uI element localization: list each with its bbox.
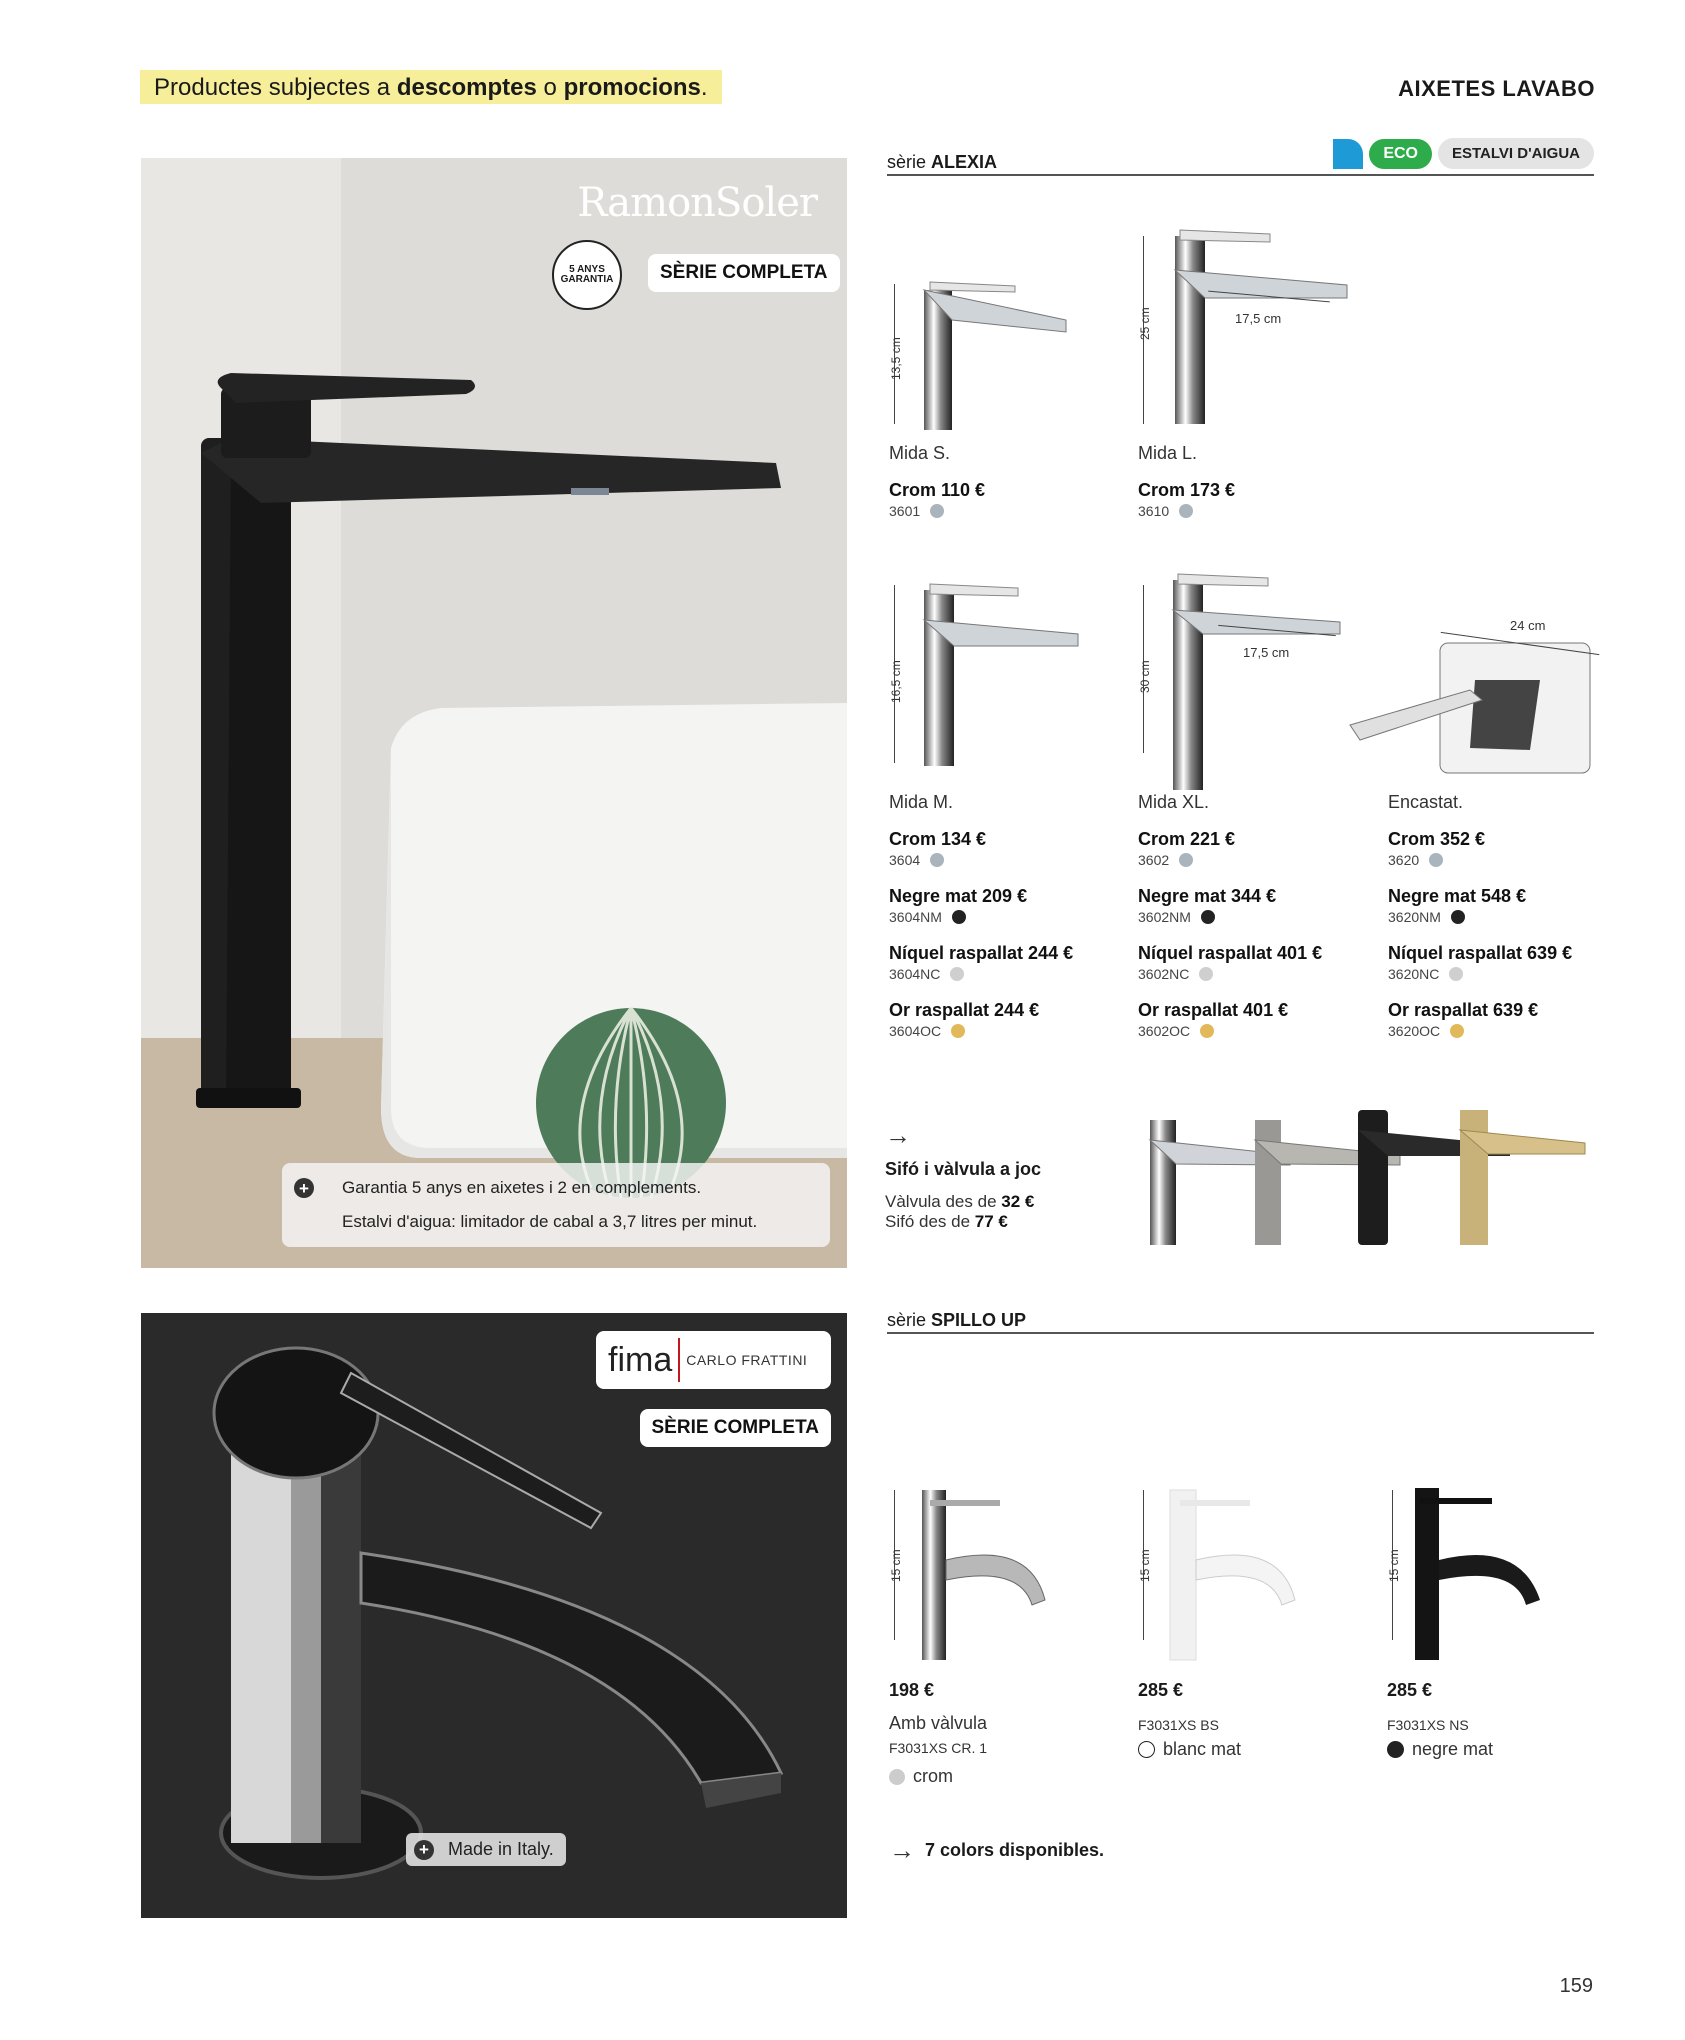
color-swatch-or xyxy=(951,1024,965,1038)
info-text-2: Estalvi d'aigua: limitador de cabal a 3,7 litres per minut. xyxy=(342,1212,758,1231)
price-m-niquel: Níquel raspallat 244 € xyxy=(889,943,1074,963)
joc-valve xyxy=(885,1192,1041,1212)
spillo-color-name: negre mat xyxy=(1412,1739,1494,1759)
fima-logo-main: fima xyxy=(608,1340,673,1379)
joc-valve-prefix: Vàlvula des de xyxy=(885,1192,1002,1211)
price-xl-negre: Negre mat 344 € xyxy=(1138,886,1277,906)
price-l-crom: Crom 173 € xyxy=(1138,480,1236,500)
product-m xyxy=(889,792,1129,1041)
fima-photo xyxy=(141,1313,847,1918)
ramon-soler-photo xyxy=(141,158,847,1268)
color-swatch-negre xyxy=(1387,1741,1404,1758)
color-swatch-crom xyxy=(930,853,944,867)
product-wall xyxy=(1388,792,1608,1041)
spillo-code-negre: F3031XS NS xyxy=(1387,1717,1469,1733)
series-prefix: sèrie xyxy=(887,1310,932,1330)
code-s-crom xyxy=(889,501,985,521)
spillo-color-name: crom xyxy=(913,1766,953,1786)
code-text: 3610 xyxy=(1138,503,1170,519)
fima-logo xyxy=(596,1331,831,1389)
faucet-s-illustration xyxy=(924,282,1066,430)
code-m-niquel xyxy=(889,964,1129,984)
color-swatch-niquel xyxy=(1449,967,1463,981)
color-swatch-negre xyxy=(1451,910,1465,924)
spillo-product-negre xyxy=(1387,1680,1493,1760)
series-prefix: sèrie xyxy=(887,152,932,172)
code-xl-crom xyxy=(1138,850,1378,870)
spillo-color-crom xyxy=(889,1766,987,1787)
code-text: 3620NC xyxy=(1388,966,1440,982)
spillo-sub-crom: Amb vàlvula xyxy=(889,1713,988,1733)
color-swatch-or xyxy=(1200,1024,1214,1038)
code-l-crom xyxy=(1138,501,1235,521)
code-wall-niquel xyxy=(1388,964,1608,984)
spillo-price-blanc: 285 € xyxy=(1138,1680,1184,1700)
arrow-right-icon: → xyxy=(885,1120,911,1150)
code-text: 3602NM xyxy=(1138,909,1191,925)
product-size-s: Mida S. xyxy=(889,443,951,463)
spillo-color-negre xyxy=(1387,1739,1493,1760)
color-swatch-or xyxy=(1450,1024,1464,1038)
series-name-spillo: SPILLO UP xyxy=(931,1310,1027,1330)
plus-circle-icon: + xyxy=(414,1840,434,1860)
product-size-xl: Mida XL. xyxy=(1138,792,1210,812)
code-wall-crom xyxy=(1388,850,1608,870)
code-text: 3602 xyxy=(1138,852,1170,868)
dim-width-xl: 17,5 cm xyxy=(1243,645,1290,660)
water-drop-icon xyxy=(1333,139,1363,169)
info-text-1: Garantia 5 anys en aixetes i 2 en complements. xyxy=(342,1178,702,1197)
color-swatch-crom xyxy=(1179,853,1193,867)
color-swatch-niquel xyxy=(1199,967,1213,981)
price-xl-niquel: Níquel raspallat 401 € xyxy=(1138,943,1323,963)
fima-logo-separator xyxy=(678,1338,680,1382)
page-number: 159 xyxy=(1559,1975,1593,1997)
series-complete-badge-2: SÈRIE COMPLETA xyxy=(640,1409,832,1447)
code-xl-niquel xyxy=(1138,964,1378,984)
code-text: 3601 xyxy=(889,503,921,519)
joc-title: Sifó i vàlvula a joc xyxy=(885,1159,1042,1179)
water-saving-badge: ESTALVI D'AIGUA xyxy=(1438,138,1594,169)
spillo-faucet-illustrations xyxy=(870,1470,1610,1670)
info-box xyxy=(282,1163,830,1247)
series-header-spillo xyxy=(887,1310,1594,1334)
price-m-crom: Crom 134 € xyxy=(889,829,987,849)
faucet-m-illustration xyxy=(924,584,1078,766)
product-size-m: Mida M. xyxy=(889,792,954,812)
code-m-or xyxy=(889,1021,1129,1041)
price-xl-or: Or raspallat 401 € xyxy=(1138,1000,1289,1020)
product-xl xyxy=(1138,792,1378,1041)
fima-faucet-scene xyxy=(141,1313,847,1918)
dim-height-s: 13,5 cm xyxy=(889,337,903,380)
price-wall-or: Or raspallat 639 € xyxy=(1388,1000,1539,1020)
colors-available-text: 7 colors disponibles. xyxy=(925,1840,1105,1860)
code-text: 3604OC xyxy=(889,1023,942,1039)
made-in-italy-text: Made in Italy. xyxy=(448,1839,554,1859)
product-s xyxy=(889,443,985,521)
promo-suffix: . xyxy=(700,74,708,101)
series-header-alexia xyxy=(887,144,1594,176)
dim-width-l: 17,5 cm xyxy=(1235,311,1282,326)
color-swatch-negre xyxy=(952,910,966,924)
dim-height-spillo-2: 15 cm xyxy=(1138,1549,1152,1582)
code-text: 3620OC xyxy=(1388,1023,1441,1039)
color-swatch-crom xyxy=(1429,853,1443,867)
joc-sifo-price: 77 € xyxy=(974,1212,1008,1231)
arrow-right-icon: → xyxy=(889,1835,915,1865)
promo-bold-descomptes: descomptes xyxy=(396,74,537,101)
color-swatch-blanc xyxy=(1138,1741,1155,1758)
ramon-soler-logo: RamonSoler xyxy=(577,180,817,226)
promo-prefix: Productes subjectes a xyxy=(154,74,397,101)
price-wall-niquel: Níquel raspallat 639 € xyxy=(1388,943,1573,963)
code-xl-negre xyxy=(1138,907,1378,927)
spillo-code-crom: F3031XS CR. 1 xyxy=(889,1740,988,1756)
price-s-crom: Crom 110 € xyxy=(889,480,986,500)
code-wall-negre xyxy=(1388,907,1608,927)
promo-bold-promocions: promocions xyxy=(563,74,701,101)
spillo-crom-illustration xyxy=(922,1490,1045,1660)
code-text: 3602NC xyxy=(1138,966,1190,982)
dim-height-l: 25 cm xyxy=(1138,307,1152,340)
product-size-wall: Encastat. xyxy=(1388,792,1464,812)
eco-badge: ECO xyxy=(1369,139,1432,169)
dim-height-spillo-3: 15 cm xyxy=(1387,1549,1401,1582)
eco-badges xyxy=(1333,138,1594,169)
spillo-price-crom: 198 € xyxy=(889,1680,935,1700)
code-text: 3604NC xyxy=(889,966,941,982)
color-swatch-crom xyxy=(889,1769,905,1785)
plus-circle-icon: + xyxy=(294,1178,314,1198)
promo-banner xyxy=(140,70,722,104)
colors-available xyxy=(889,1835,1104,1866)
color-swatch-crom xyxy=(930,504,944,518)
spillo-code-blanc: F3031XS BS xyxy=(1138,1717,1219,1733)
section-title: AIXETES LAVABO xyxy=(1398,76,1595,101)
dim-height-xl: 30 cm xyxy=(1138,660,1152,693)
code-text: 3602OC xyxy=(1138,1023,1191,1039)
faucet-xl-illustration xyxy=(1173,574,1340,790)
price-m-negre: Negre mat 209 € xyxy=(889,886,1028,906)
code-text: 3620 xyxy=(1388,852,1420,868)
made-in-italy-tag xyxy=(406,1833,566,1866)
spillo-price-negre: 285 € xyxy=(1387,1680,1433,1700)
color-swatch-negre xyxy=(1201,910,1215,924)
spillo-negre-illustration xyxy=(1415,1488,1540,1660)
ramon-soler-scene xyxy=(141,158,847,1268)
spillo-color-name: blanc mat xyxy=(1163,1739,1242,1759)
info-line-1 xyxy=(294,1171,818,1205)
color-swatch-crom xyxy=(1179,504,1193,518)
dim-width-wall: 24 cm xyxy=(1510,618,1546,633)
dim-height-spillo-1: 15 cm xyxy=(889,1549,903,1582)
price-xl-crom: Crom 221 € xyxy=(1138,829,1236,849)
price-wall-crom: Crom 352 € xyxy=(1388,829,1486,849)
price-m-or: Or raspallat 244 € xyxy=(889,1000,1040,1020)
joc-sifo-prefix: Sifó des de xyxy=(885,1212,975,1231)
code-m-crom xyxy=(889,850,1129,870)
code-text: 3620NM xyxy=(1388,909,1441,925)
code-text: 3604 xyxy=(889,852,921,868)
code-wall-or xyxy=(1388,1021,1608,1041)
joc-valve-price: 32 € xyxy=(1001,1192,1035,1211)
code-m-negre xyxy=(889,907,1129,927)
series-complete-badge-1: SÈRIE COMPLETA xyxy=(648,254,840,292)
product-l xyxy=(1138,443,1235,521)
code-xl-or xyxy=(1138,1021,1378,1041)
joc-block xyxy=(885,1120,1041,1232)
info-line-2 xyxy=(294,1205,818,1239)
promo-mid: o xyxy=(536,74,564,101)
code-text: 3604NM xyxy=(889,909,942,925)
faucet-wall-illustration xyxy=(1350,643,1590,773)
warranty-badge: 5 ANYS GARANTIA xyxy=(552,240,622,310)
spillo-product-crom xyxy=(889,1680,987,1787)
color-swatch-niquel xyxy=(950,967,964,981)
fima-logo-sub: CARLO FRATTINI xyxy=(686,1352,808,1368)
spillo-blanc-illustration xyxy=(1170,1490,1295,1660)
product-size-l: Mida L. xyxy=(1138,443,1198,463)
spillo-product-blanc xyxy=(1138,1680,1241,1760)
faucet-l-illustration xyxy=(1175,230,1347,424)
series-name-alexia: ALEXIA xyxy=(931,152,998,172)
spillo-color-blanc xyxy=(1138,1739,1241,1760)
dim-height-m: 16,5 cm xyxy=(889,660,903,703)
joc-sifo xyxy=(885,1212,1041,1232)
faucet-set-illustration xyxy=(1150,1110,1585,1245)
price-wall-negre: Negre mat 548 € xyxy=(1388,886,1527,906)
